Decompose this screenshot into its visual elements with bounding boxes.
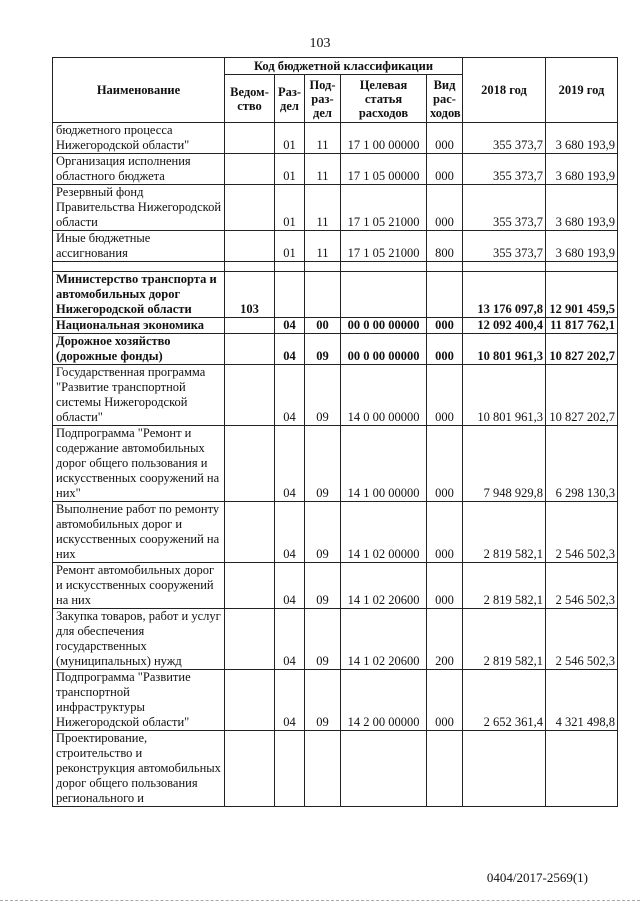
row-subsection: 09 bbox=[305, 334, 341, 365]
row-subsection: 11 bbox=[305, 231, 341, 262]
row-name: Государственная программа "Развитие транспортной системы Нижегородской области" bbox=[53, 365, 225, 426]
row-dept bbox=[225, 426, 275, 502]
row-target bbox=[341, 731, 427, 807]
row-value-2019: 10 827 202,7 bbox=[546, 334, 618, 365]
row-value-2018: 12 092 400,4 bbox=[463, 318, 546, 334]
row-section: 04 bbox=[275, 502, 305, 563]
table-row bbox=[53, 272, 618, 318]
row-value-2018: 2 819 582,1 bbox=[463, 502, 546, 563]
row-value-2019: 10 827 202,7 bbox=[546, 365, 618, 426]
row-name: Национальная экономика bbox=[53, 318, 225, 334]
document-code: 0404/2017-2569(1) bbox=[486, 870, 588, 885]
row-section: 04 bbox=[275, 318, 305, 334]
row-subsection: 09 bbox=[305, 502, 341, 563]
row-target: 17 1 05 21000 bbox=[341, 231, 427, 262]
table-row bbox=[53, 231, 618, 262]
row-value-2018: 10 801 961,3 bbox=[463, 334, 546, 365]
header-section: Раз-дел bbox=[275, 75, 305, 123]
table-row bbox=[53, 670, 618, 731]
table-row bbox=[53, 154, 618, 185]
budget-table bbox=[52, 57, 618, 807]
header-name: Наименование bbox=[53, 58, 225, 123]
row-subsection bbox=[305, 272, 341, 318]
row-value-2018: 355 373,7 bbox=[463, 231, 546, 262]
scan-edge-divider bbox=[0, 900, 640, 901]
row-section bbox=[275, 731, 305, 807]
row-subsection bbox=[305, 731, 341, 807]
row-value-2018: 2 819 582,1 bbox=[463, 609, 546, 670]
row-kind bbox=[427, 731, 463, 807]
page-number: 103 bbox=[309, 36, 331, 51]
row-name: Проектирование, строительство и реконструкция автомобильных дорог общего пользования регионального и bbox=[53, 731, 225, 807]
row-name: Резервный фонд Правительства Нижегородской области bbox=[53, 185, 225, 231]
header-target: Целевая статья расходов bbox=[341, 75, 427, 123]
table-row bbox=[53, 185, 618, 231]
row-section: 01 bbox=[275, 231, 305, 262]
row-value-2019: 4 321 498,8 bbox=[546, 670, 618, 731]
row-name: Дорожное хозяйство (дорожные фонды) bbox=[53, 334, 225, 365]
table-row bbox=[53, 426, 618, 502]
row-section: 04 bbox=[275, 563, 305, 609]
row-target: 14 2 00 00000 bbox=[341, 670, 427, 731]
row-value-2019: 2 546 502,3 bbox=[546, 502, 618, 563]
table-row bbox=[53, 502, 618, 563]
row-section: 04 bbox=[275, 426, 305, 502]
header-dept: Ведом-ство bbox=[225, 75, 275, 123]
row-kind: 000 bbox=[427, 123, 463, 154]
row-value-2019: 2 546 502,3 bbox=[546, 609, 618, 670]
row-target: 14 1 02 00000 bbox=[341, 502, 427, 563]
row-section bbox=[275, 262, 305, 272]
row-dept bbox=[225, 563, 275, 609]
row-name: бюджетного процесса Нижегородской области" bbox=[53, 123, 225, 154]
row-target: 17 1 00 00000 bbox=[341, 123, 427, 154]
row-value-2019: 3 680 193,9 bbox=[546, 154, 618, 185]
row-dept bbox=[225, 670, 275, 731]
row-name: Иные бюджетные ассигнования bbox=[53, 231, 225, 262]
row-target: 14 1 02 20600 bbox=[341, 563, 427, 609]
row-subsection: 09 bbox=[305, 365, 341, 426]
row-kind: 000 bbox=[427, 502, 463, 563]
row-value-2019: 2 546 502,3 bbox=[546, 563, 618, 609]
row-section: 04 bbox=[275, 670, 305, 731]
table-row bbox=[53, 365, 618, 426]
header-2018: 2018 год bbox=[463, 58, 546, 123]
row-target: 17 1 05 21000 bbox=[341, 185, 427, 231]
row-dept: 103 bbox=[225, 272, 275, 318]
row-value-2018: 7 948 929,8 bbox=[463, 426, 546, 502]
row-kind: 000 bbox=[427, 185, 463, 231]
table-row bbox=[53, 318, 618, 334]
row-value-2018: 10 801 961,3 bbox=[463, 365, 546, 426]
table-body bbox=[53, 123, 618, 807]
row-value-2018 bbox=[463, 262, 546, 272]
row-kind: 000 bbox=[427, 426, 463, 502]
row-dept bbox=[225, 185, 275, 231]
row-kind: 000 bbox=[427, 318, 463, 334]
row-target bbox=[341, 272, 427, 318]
row-kind: 000 bbox=[427, 334, 463, 365]
row-kind: 200 bbox=[427, 609, 463, 670]
row-subsection: 09 bbox=[305, 609, 341, 670]
row-target: 14 0 00 00000 bbox=[341, 365, 427, 426]
row-name: Подпрограмма "Развитие транспортной инфраструктуры Нижегородской области" bbox=[53, 670, 225, 731]
header-subsection: Под-раз-дел bbox=[305, 75, 341, 123]
header-classification: Код бюджетной классификации bbox=[225, 58, 463, 75]
row-dept bbox=[225, 365, 275, 426]
row-value-2019: 11 817 762,1 bbox=[546, 318, 618, 334]
row-target: 14 1 02 20600 bbox=[341, 609, 427, 670]
header-kind: Вид рас-ходов bbox=[427, 75, 463, 123]
row-section bbox=[275, 272, 305, 318]
row-value-2019: 3 680 193,9 bbox=[546, 185, 618, 231]
header-2019: 2019 год bbox=[546, 58, 618, 123]
row-value-2018: 355 373,7 bbox=[463, 185, 546, 231]
row-name bbox=[53, 262, 225, 272]
row-value-2018: 2 819 582,1 bbox=[463, 563, 546, 609]
row-kind: 000 bbox=[427, 563, 463, 609]
row-value-2018: 13 176 097,8 bbox=[463, 272, 546, 318]
row-subsection: 09 bbox=[305, 670, 341, 731]
table-row bbox=[53, 334, 618, 365]
row-section: 04 bbox=[275, 365, 305, 426]
table-row bbox=[53, 123, 618, 154]
row-value-2018: 355 373,7 bbox=[463, 154, 546, 185]
row-value-2019: 3 680 193,9 bbox=[546, 231, 618, 262]
row-dept bbox=[225, 318, 275, 334]
row-kind: 000 bbox=[427, 670, 463, 731]
row-kind: 800 bbox=[427, 231, 463, 262]
row-value-2018: 355 373,7 bbox=[463, 123, 546, 154]
table-row bbox=[53, 563, 618, 609]
table-row bbox=[53, 262, 618, 272]
row-target: 14 1 00 00000 bbox=[341, 426, 427, 502]
row-kind: 000 bbox=[427, 365, 463, 426]
row-section: 01 bbox=[275, 185, 305, 231]
row-section: 01 bbox=[275, 123, 305, 154]
row-target: 00 0 00 00000 bbox=[341, 318, 427, 334]
row-subsection: 09 bbox=[305, 563, 341, 609]
row-kind bbox=[427, 272, 463, 318]
row-name: Ремонт автомобильных дорог и искусственных сооружений на них bbox=[53, 563, 225, 609]
row-dept bbox=[225, 262, 275, 272]
row-name: Подпрограмма "Ремонт и содержание автомобильных дорог общего пользования и искусственных сооружений на них" bbox=[53, 426, 225, 502]
table-row bbox=[53, 731, 618, 807]
table-row bbox=[53, 609, 618, 670]
row-subsection: 11 bbox=[305, 123, 341, 154]
row-name: Выполнение работ по ремонту автомобильных дорог и искусственных сооружений на них bbox=[53, 502, 225, 563]
row-target bbox=[341, 262, 427, 272]
row-value-2018: 2 652 361,4 bbox=[463, 670, 546, 731]
row-value-2019 bbox=[546, 262, 618, 272]
row-dept bbox=[225, 231, 275, 262]
row-name: Закупка товаров, работ и услуг для обеспечения государственных (муниципальных) нужд bbox=[53, 609, 225, 670]
row-dept bbox=[225, 334, 275, 365]
row-section: 04 bbox=[275, 334, 305, 365]
row-dept bbox=[225, 502, 275, 563]
row-value-2019 bbox=[546, 731, 618, 807]
row-subsection: 11 bbox=[305, 185, 341, 231]
row-dept bbox=[225, 154, 275, 185]
row-kind bbox=[427, 262, 463, 272]
row-value-2019: 6 298 130,3 bbox=[546, 426, 618, 502]
row-name: Министерство транспорта и автомобильных дорог Нижегородской области bbox=[53, 272, 225, 318]
row-section: 01 bbox=[275, 154, 305, 185]
row-value-2019: 12 901 459,5 bbox=[546, 272, 618, 318]
row-value-2018 bbox=[463, 731, 546, 807]
row-target: 00 0 00 00000 bbox=[341, 334, 427, 365]
row-subsection: 09 bbox=[305, 426, 341, 502]
row-subsection bbox=[305, 262, 341, 272]
row-target: 17 1 05 00000 bbox=[341, 154, 427, 185]
row-subsection: 11 bbox=[305, 154, 341, 185]
row-name: Организация исполнения областного бюджета bbox=[53, 154, 225, 185]
row-kind: 000 bbox=[427, 154, 463, 185]
row-dept bbox=[225, 609, 275, 670]
row-value-2019: 3 680 193,9 bbox=[546, 123, 618, 154]
row-dept bbox=[225, 731, 275, 807]
row-subsection: 00 bbox=[305, 318, 341, 334]
row-dept bbox=[225, 123, 275, 154]
row-section: 04 bbox=[275, 609, 305, 670]
